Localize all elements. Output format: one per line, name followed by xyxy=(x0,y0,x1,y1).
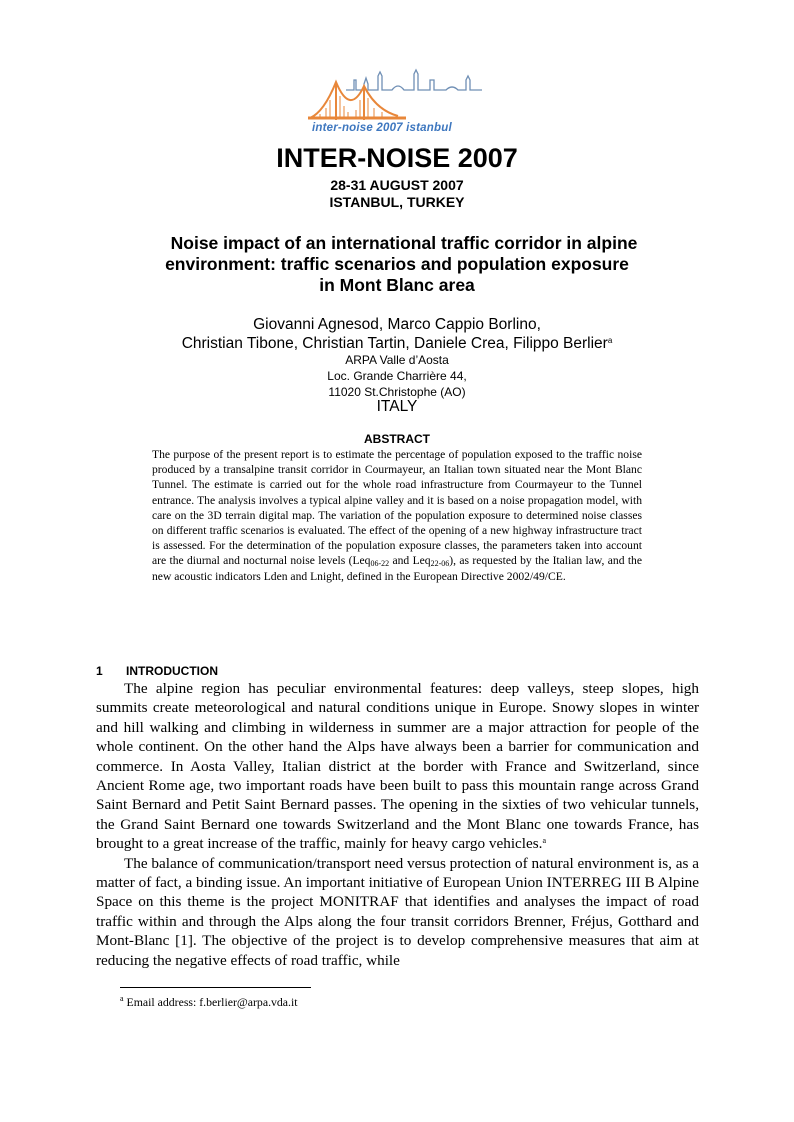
logo-text: inter-noise 2007 istanbul xyxy=(312,122,452,134)
istanbul-skyline-icon xyxy=(346,70,482,90)
affiliation-line: ARPA Valle d’Aosta xyxy=(345,353,449,367)
paragraph-text: The alpine region has peculiar environmental features: deep valleys, steep slopes, high summits create meteorological and natural conditions unique in Europe. Snowy slopes in winter and hill walking and climbing in wilderness in summer are a major attraction for people of the whole continent. On the other hand the Alps have always been a barrier for communication and commerce. In Aosta Valley, Italian district at the border with France and Switzerland, since Ancient Rome age, two important roads have been built to pass this mountain range across Grand Saint Bernard and Petit Saint Bernard passes. The opening in the sixties of two vehicular tunnels, the Grand Saint Bernard one towards Switzerland and the Mont Blanc one towards France, has brought to a great increase of the traffic, mainly for heavy cargo vehicles. xyxy=(96,680,699,853)
section-title: INTRODUCTION xyxy=(126,664,218,678)
conference-date: 28-31 AUGUST 2007 xyxy=(330,177,464,193)
abstract-part: The purpose of the present report is to estimate the percentage of population exposed to the traffic noise produced by a transalpine transit corridor in Courmayeur, an Italian town situated near the Mont Blanc Tunnel. The estimate is carried out for the whole road infrastructure from Courmayeur to the Tunnel entrance. The analysis involves a typical alpine valley and it is based on a noise propagation model, with care on the 3D terrain digital map. The variation of the population exposure to determined noise classes on different traffic scenarios is evaluated. The effect of the opening of a new highway infrastructure tract is assessed. For the determination of the population exposure classes, the parameters taken into account are the diurnal and nocturnal noise levels (Leq xyxy=(152,448,642,568)
authors-line xyxy=(0,334,794,353)
footnote-mark: a xyxy=(542,836,547,846)
abstract-text xyxy=(152,447,642,584)
abstract-subscript: 06-22 xyxy=(370,559,390,569)
footnote-mark: a xyxy=(607,336,613,345)
footnote-text: Email address: f.berlier@arpa.vda.it xyxy=(123,995,298,1009)
country: ITALY xyxy=(376,398,418,415)
footnote-mark: a xyxy=(120,994,124,1003)
affiliation-line: Loc. Grande Charrière 44, xyxy=(327,369,467,383)
footnote-divider xyxy=(120,987,311,988)
conference-place: ISTANBUL, TURKEY xyxy=(329,194,465,210)
title-line: in Mont Blanc area xyxy=(319,275,475,295)
authors-names: Christian Tibone, Christian Tartin, Daniele Crea, Filippo Berlier xyxy=(181,335,608,352)
section-body xyxy=(96,679,699,970)
affiliation-line: 11020 St.Christophe (AO) xyxy=(328,385,466,399)
title-line: environment: traffic scenarios and population exposure xyxy=(165,254,629,274)
paragraph: The balance of communication/transport need versus protection of natural environment is, as a matter of fact, a binding issue. An important initiative of European Union INTERREG III B Alpine Space on this theme is the project MONITRAF that identifies and analyses the impact of road traffic within and through the Alps along the four transit corridors Brenner, Fréjus, Gotthard and Mont-Blanc [1]. The objective of the project is to develop comprehensive measures that aim at reducing the negative effects of road traffic, while xyxy=(96,854,699,969)
authors-line: Giovanni Agnesod, Marco Cappio Borlino, xyxy=(253,316,541,333)
footnote xyxy=(120,995,298,1010)
title-line: Noise impact of an international traffic corridor in alpine xyxy=(170,233,638,253)
authors xyxy=(0,315,794,353)
affiliation xyxy=(0,352,794,400)
bridge-icon xyxy=(308,82,406,120)
paper-title xyxy=(0,233,794,296)
abstract-part: and Leq xyxy=(389,554,431,568)
abstract-part: ), as requested by the Italian law, and the new acoustic indicators Lden and Lnight, defined in the European Directive 2002/49/CE. xyxy=(152,554,642,583)
abstract-subscript: 22-06 xyxy=(430,559,450,569)
section-number: 1 xyxy=(96,664,103,678)
section-heading xyxy=(96,664,218,678)
paragraph xyxy=(96,679,699,854)
conference-name: INTER-NOISE 2007 xyxy=(276,143,518,173)
abstract-heading: ABSTRACT xyxy=(364,432,430,446)
